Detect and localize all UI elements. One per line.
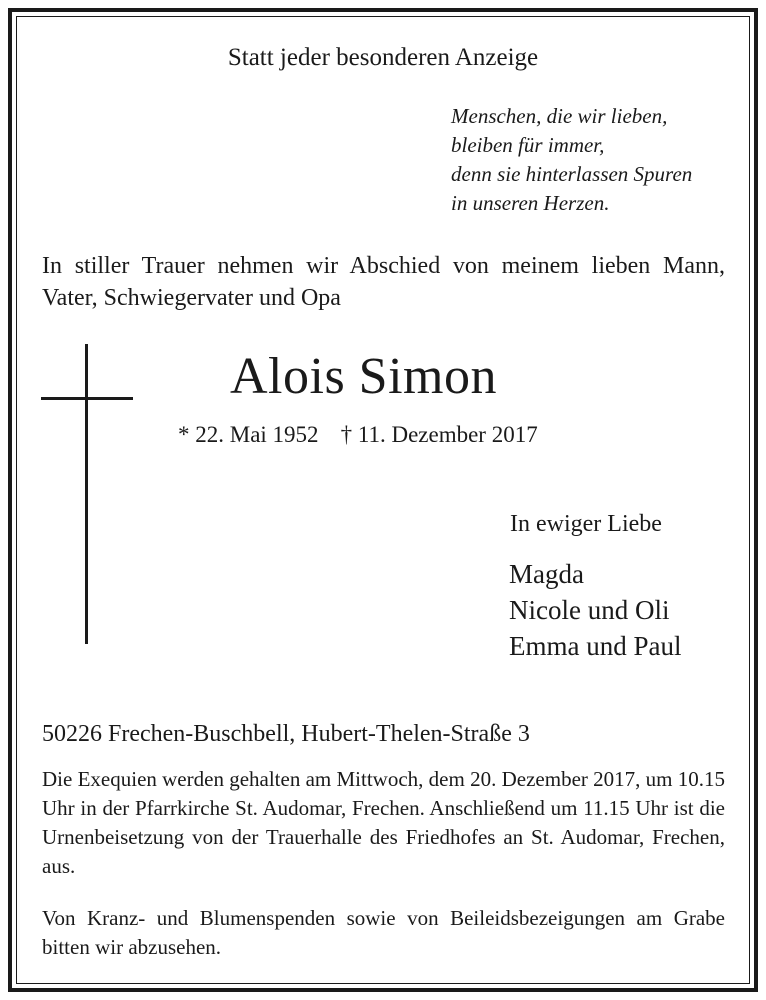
- cross-icon-vertical-bar: [85, 344, 88, 644]
- poem-line: denn sie hinterlassen Spuren: [451, 162, 693, 186]
- mourners-list: [509, 556, 681, 664]
- address: 50226 Frechen-Buschbell, Hubert-Thelen-Straße 3: [42, 721, 530, 747]
- mourners-heading: In ewiger Liebe: [510, 511, 662, 537]
- service-details: Die Exequien werden gehalten am Mittwoch, dem 20. Dezember 2017, um 10.15 Uhr in der Pfarrkirche St. Audomar, Frechen. Anschließend um 11.15 Uhr ist die Urnenbeisetzung von der Trauerhalle des Friedhofes an St. Audomar, Frechen, aus.: [42, 767, 725, 878]
- poem: [451, 102, 692, 218]
- mourner-name: Emma und Paul: [509, 631, 682, 661]
- intro-text: In stiller Trauer nehmen wir Abschied von meinem lieben Mann, Vater, Schwiegervater und Opa: [42, 253, 725, 311]
- life-dates: [178, 420, 538, 450]
- mourner-name: Nicole und Oli: [509, 595, 670, 625]
- mourner-name: Magda: [509, 559, 584, 589]
- notice-heading: Statt jeder besonderen Anzeige: [227, 44, 539, 71]
- birth-date: * 22. Mai 1952: [178, 422, 319, 447]
- poem-line: Menschen, die wir lieben,: [451, 104, 668, 128]
- death-date: † 11. Dezember 2017: [340, 422, 538, 447]
- deceased-name: Alois Simon: [230, 348, 497, 405]
- poem-line: bleiben für immer,: [451, 133, 605, 157]
- cross-icon-horizontal-bar: [41, 397, 133, 400]
- closing-note: Von Kranz- und Blumenspenden sowie von Beileidsbezeigungen am Grabe bitten wir abzusehen.: [42, 906, 725, 959]
- poem-line: in unseren Herzen.: [451, 191, 610, 215]
